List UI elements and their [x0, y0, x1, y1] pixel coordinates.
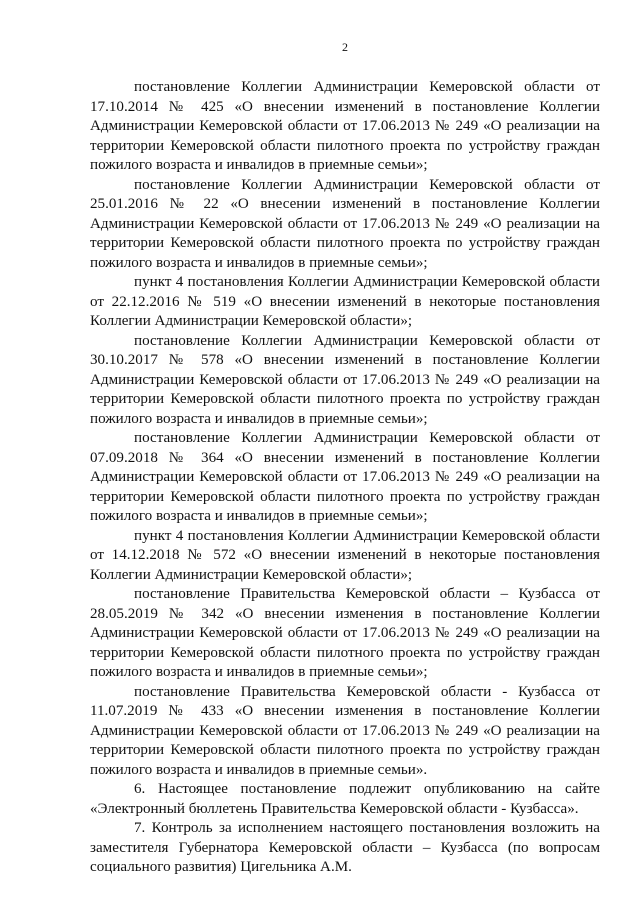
list-item: постановление Коллегии Администрации Кемеровской области от 25.01.2016 № 22 «О внесении изменений в постановление Коллегии Администрации Кемеровской области от 17.06.2013 № 249 «О реализации на территории Кемеровской области пилотного проекта по устройству граждан пожилого возраста и инвалидов в приемные семьи»; — [90, 176, 600, 271]
publication-clause: 6. Настоящее постановление подлежит опубликованию на сайте «Электронный бюллетень Правительства Кемеровской области - Кузбасса». — [90, 781, 600, 817]
list-item: постановление Правительства Кемеровской области – Кузбасса от 28.05.2019 № 342 «О внесении изменения в постановление Коллегии Администрации Кемеровской области от 17.06.2013 № 249 «О реализации на территории Кемеровской области пилотного проекта по устройству граждан пожилого возраста и инвалидов в приемные семьи»; — [90, 586, 600, 680]
list-item: постановление Коллегии Администрации Кемеровской области от 07.09.2018 № 364 «О внесении изменений в постановление Коллегии Администрации Кемеровской области от 17.06.2013 № 249 «О реализации на территории Кемеровской области пилотного проекта по устройству граждан пожилого возраста и инвалидов в приемные семьи»; — [90, 430, 600, 524]
list-item: пункт 4 постановления Коллегии Администрации Кемеровской области от 14.12.2018 № 572 «О внесении изменений в некоторые постановления Коллегии Администрации Кемеровской области»; — [90, 527, 600, 583]
list-item: постановление Коллегии Администрации Кемеровской области от 17.10.2014 № 425 «О внесении изменений в постановление Коллегии Администрации Кемеровской области от 17.06.2013 № 249 «О реализации на территории Кемеровской области пилотного проекта по устройству граждан пожилого возраста и инвалидов в приемные семьи»; — [90, 79, 600, 173]
list-item: пункт 4 постановления Коллегии Администрации Кемеровской области от 22.12.2016 № 519 «О внесении изменений в некоторые постановления Коллегии Администрации Кемеровской области»; — [90, 274, 600, 329]
control-clause: 7. Контроль за исполнением настоящего постановления возложить на заместителя Губернатора Кемеровской области – Кузбасса (по вопросам социального развития) Цигельника А.М. — [90, 820, 600, 875]
list-item: постановление Коллегии Администрации Кемеровской области от 30.10.2017 № 578 «О внесении изменений в постановление Коллегии Администрации Кемеровской области от 17.06.2013 № 249 «О реализации на территории Кемеровской области пилотного проекта по устройству граждан пожилого возраста и инвалидов в приемные семьи»; — [90, 332, 600, 427]
page-number: 2 — [342, 40, 348, 54]
list-item: постановление Правительства Кемеровской области - Кузбасса от 11.07.2019 № 433 «О внесении изменения в постановление Коллегии Администрации Кемеровской области от 17.06.2013 № 249 «О реализации на территории Кемеровской области пилотного проекта по устройству граждан пожилого возраста и инвалидов в приемные семьи». — [90, 683, 600, 778]
document-body — [90, 78, 600, 878]
